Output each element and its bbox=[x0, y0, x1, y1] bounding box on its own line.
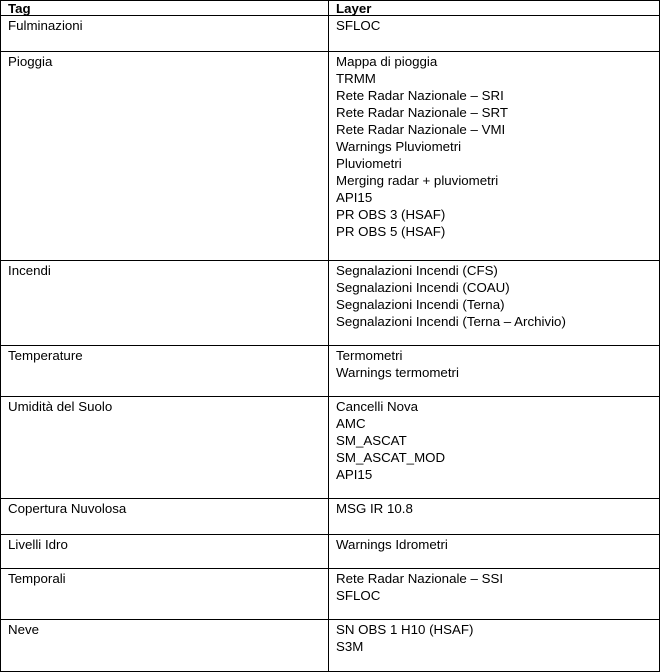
layer-item: Warnings Idrometri bbox=[336, 537, 448, 552]
layer-item: Rete Radar Nazionale – VMI bbox=[336, 122, 506, 137]
layer-item: API15 bbox=[336, 467, 373, 482]
tag-label: Umidità del Suolo bbox=[8, 399, 113, 414]
layer-item: SM_ASCAT bbox=[336, 433, 407, 448]
layer-item: Cancelli Nova bbox=[336, 399, 419, 414]
edge-mark bbox=[659, 343, 660, 357]
tag-cell bbox=[1, 499, 329, 535]
layer-item: Warnings termometri bbox=[336, 365, 459, 380]
tag-cell bbox=[1, 569, 329, 620]
tag-cell bbox=[1, 52, 329, 261]
table-row bbox=[1, 52, 660, 261]
layer-item: Termometri bbox=[336, 348, 403, 363]
tag-cell bbox=[1, 261, 329, 346]
table-row bbox=[1, 346, 660, 397]
layer-item: API15 bbox=[336, 190, 373, 205]
tag-cell bbox=[1, 346, 329, 397]
layer-item: SN OBS 1 H10 (HSAF) bbox=[336, 622, 474, 637]
layer-item: PR OBS 3 (HSAF) bbox=[336, 207, 446, 222]
tag-label: Pioggia bbox=[8, 54, 53, 69]
layer-cell bbox=[329, 16, 660, 52]
layer-item: Segnalazioni Incendi (COAU) bbox=[336, 280, 510, 295]
layer-cell bbox=[329, 569, 660, 620]
layer-item: Segnalazioni Incendi (Terna) bbox=[336, 297, 505, 312]
table-row bbox=[1, 569, 660, 620]
tag-label: Copertura Nuvolosa bbox=[8, 501, 127, 516]
tag-cell bbox=[1, 535, 329, 569]
table-row bbox=[1, 620, 660, 672]
layer-cell bbox=[329, 535, 660, 569]
header-row bbox=[1, 1, 660, 16]
layer-item: SFLOC bbox=[336, 588, 381, 603]
table-row bbox=[1, 535, 660, 569]
layer-item: Segnalazioni Incendi (CFS) bbox=[336, 263, 498, 278]
layer-column-header: Layer bbox=[329, 1, 660, 16]
tag-label: Incendi bbox=[8, 263, 51, 278]
layer-cell bbox=[329, 499, 660, 535]
tag-label: Temperature bbox=[8, 348, 83, 363]
layer-cell bbox=[329, 261, 660, 346]
layer-item: S3M bbox=[336, 639, 364, 654]
table-row bbox=[1, 16, 660, 52]
layer-item: Warnings Pluviometri bbox=[336, 139, 462, 154]
table-row bbox=[1, 261, 660, 346]
layer-item: Rete Radar Nazionale – SSI bbox=[336, 571, 504, 586]
tag-label: Livelli Idro bbox=[8, 537, 68, 552]
layer-item: Segnalazioni Incendi (Terna – Archivio) bbox=[336, 314, 566, 329]
layer-item: SM_ASCAT_MOD bbox=[336, 450, 446, 465]
layer-item: Mappa di pioggia bbox=[336, 54, 438, 69]
layer-cell bbox=[329, 52, 660, 261]
layer-item: TRMM bbox=[336, 71, 376, 86]
tag-label: Neve bbox=[8, 622, 40, 637]
tag-label: Fulminazioni bbox=[8, 18, 83, 33]
layer-item: PR OBS 5 (HSAF) bbox=[336, 224, 446, 239]
layer-item: Merging radar + pluviometri bbox=[336, 173, 499, 188]
tag-cell bbox=[1, 16, 329, 52]
layer-cell bbox=[329, 620, 660, 672]
table-row bbox=[1, 499, 660, 535]
layer-item: MSG IR 10.8 bbox=[336, 501, 413, 516]
layer-item: Rete Radar Nazionale – SRT bbox=[336, 105, 508, 120]
layer-cell bbox=[329, 397, 660, 499]
layer-item: AMC bbox=[336, 416, 366, 431]
layer-item: SFLOC bbox=[336, 18, 381, 33]
layer-cell bbox=[329, 346, 660, 397]
table-body bbox=[1, 16, 660, 672]
layer-item: Pluviometri bbox=[336, 156, 402, 171]
tag-label: Temporali bbox=[8, 571, 66, 586]
tag-column-header: Tag bbox=[1, 1, 329, 16]
tag-cell bbox=[1, 620, 329, 672]
tag-cell bbox=[1, 397, 329, 499]
layer-item: Rete Radar Nazionale – SRI bbox=[336, 88, 504, 103]
table-row bbox=[1, 397, 660, 499]
